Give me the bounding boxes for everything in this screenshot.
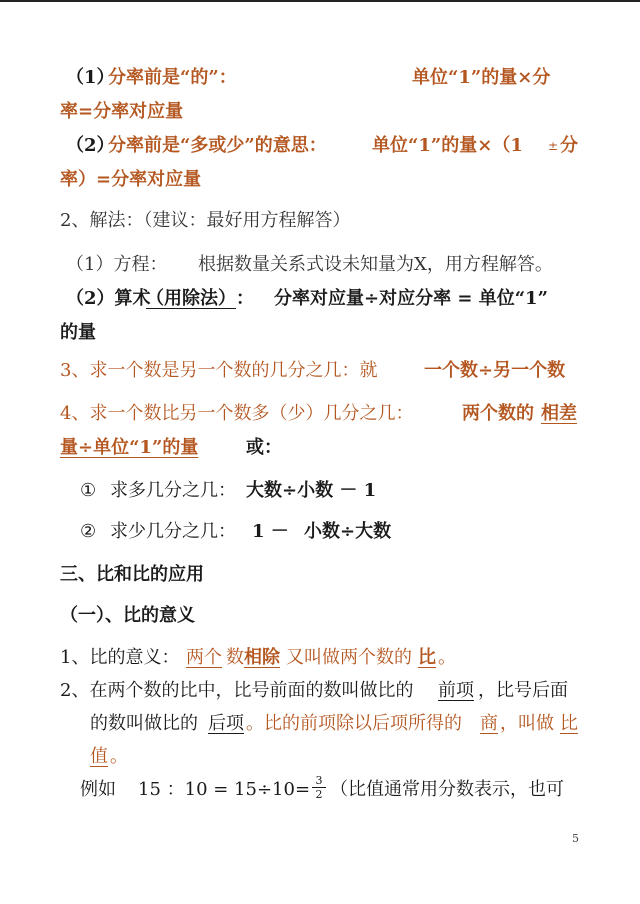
line-12 bbox=[0, 476, 640, 506]
text: 数 bbox=[226, 647, 244, 668]
line-10 bbox=[0, 399, 640, 429]
underlined-text: 值 bbox=[90, 746, 108, 767]
text: 或： bbox=[246, 437, 282, 458]
line-15 bbox=[0, 601, 640, 631]
line-16 bbox=[0, 643, 640, 673]
line-5 bbox=[0, 206, 640, 236]
line-19 bbox=[0, 742, 640, 772]
line-13 bbox=[0, 517, 640, 547]
underlined-text: 后项 bbox=[208, 713, 244, 734]
section-heading: 2、解法：（建议：最好用方程解答） bbox=[60, 210, 351, 231]
text: 单位“1”的量×（1 bbox=[372, 135, 523, 156]
text: 分率对应量÷对应分率 = 单位“1” bbox=[274, 288, 548, 309]
underlined-text: 相差 bbox=[541, 403, 577, 424]
subsection-heading: （一）、比的意义 bbox=[60, 605, 195, 626]
text: 根据数量关系式设未知量为X，用方程解答。 bbox=[198, 254, 553, 275]
text: 1、比的意义： bbox=[60, 647, 180, 668]
text: 。 bbox=[438, 647, 456, 668]
line-7 bbox=[0, 284, 640, 314]
underlined-text: 商 bbox=[480, 713, 498, 734]
text: 一个数÷另一个数 bbox=[424, 360, 566, 381]
line-14 bbox=[0, 560, 640, 590]
line-2 bbox=[0, 97, 640, 127]
line-9 bbox=[0, 356, 640, 386]
text: 求多几分之几： bbox=[110, 480, 236, 501]
item-number: （2） bbox=[66, 135, 115, 156]
text: 。 bbox=[110, 746, 128, 767]
line-18 bbox=[0, 709, 640, 739]
text: 1 － bbox=[252, 521, 289, 542]
text: 15 ：10 = 15÷10= bbox=[138, 779, 311, 800]
underlined-text: 比 bbox=[418, 647, 436, 668]
underlined-text: 量÷单位“1”的量 bbox=[60, 437, 199, 458]
text: 两个数的 bbox=[462, 403, 534, 424]
section-heading: 三、比和比的应用 bbox=[60, 564, 204, 585]
line-4 bbox=[0, 165, 640, 195]
text: 小数÷大数 bbox=[304, 521, 392, 542]
fraction bbox=[312, 775, 326, 800]
text: 3、求一个数是另一个数的几分之几：就 bbox=[60, 360, 378, 381]
text: 分 bbox=[560, 135, 578, 156]
text: 4、求一个数比另一个数多（少）几分之几： bbox=[60, 403, 414, 424]
text: 2、在两个数的比中，比号前面的数叫做比的 bbox=[60, 680, 414, 701]
underlined-text: 前项 bbox=[438, 680, 474, 701]
text: （2）算术 bbox=[66, 288, 151, 309]
text: ，叫做 bbox=[500, 713, 554, 734]
text: 的数叫做比的 bbox=[90, 713, 198, 734]
text: 的量 bbox=[60, 322, 96, 343]
plus-minus-sign: ± bbox=[548, 139, 559, 153]
underlined-text: 相除 bbox=[244, 647, 280, 668]
text: 求少几分之几： bbox=[110, 521, 236, 542]
text: 大数÷小数 － 1 bbox=[246, 480, 377, 501]
line-17 bbox=[0, 676, 640, 706]
line-20 bbox=[0, 775, 640, 805]
line-11 bbox=[0, 433, 640, 463]
page-number: 5 bbox=[572, 832, 579, 845]
line-6 bbox=[0, 250, 640, 280]
text: 单位“1”的量×分 bbox=[412, 67, 551, 88]
line-8 bbox=[0, 318, 640, 348]
text: 。比的前项除以后项所得的 bbox=[246, 713, 462, 734]
underlined-text: 比 bbox=[560, 713, 578, 734]
text: （比值通常用分数表示，也可 bbox=[330, 779, 564, 800]
text: 例如 bbox=[80, 779, 116, 800]
item-number: （1） bbox=[66, 67, 115, 88]
text: 分率前是“的”： bbox=[108, 67, 237, 88]
text: 率=分率对应量 bbox=[60, 101, 184, 122]
text: 分率前是“多或少”的意思： bbox=[108, 135, 327, 156]
circled-number: ② bbox=[80, 521, 97, 542]
text: （1）方程： bbox=[66, 254, 168, 275]
text: 又叫做两个数的 bbox=[286, 647, 412, 668]
text: ： bbox=[236, 288, 254, 309]
top-border bbox=[0, 0, 640, 2]
text: 率）=分率对应量 bbox=[60, 169, 202, 190]
line-1 bbox=[0, 63, 640, 93]
fraction-numerator: 3 bbox=[315, 774, 323, 787]
circled-number: ① bbox=[80, 480, 97, 501]
fraction-denominator: 2 bbox=[315, 788, 323, 801]
line-3 bbox=[0, 131, 640, 161]
text: ，比号后面 bbox=[478, 680, 568, 701]
underlined-text: 两个 bbox=[186, 647, 222, 668]
underlined-text: （用除法） bbox=[146, 288, 236, 309]
